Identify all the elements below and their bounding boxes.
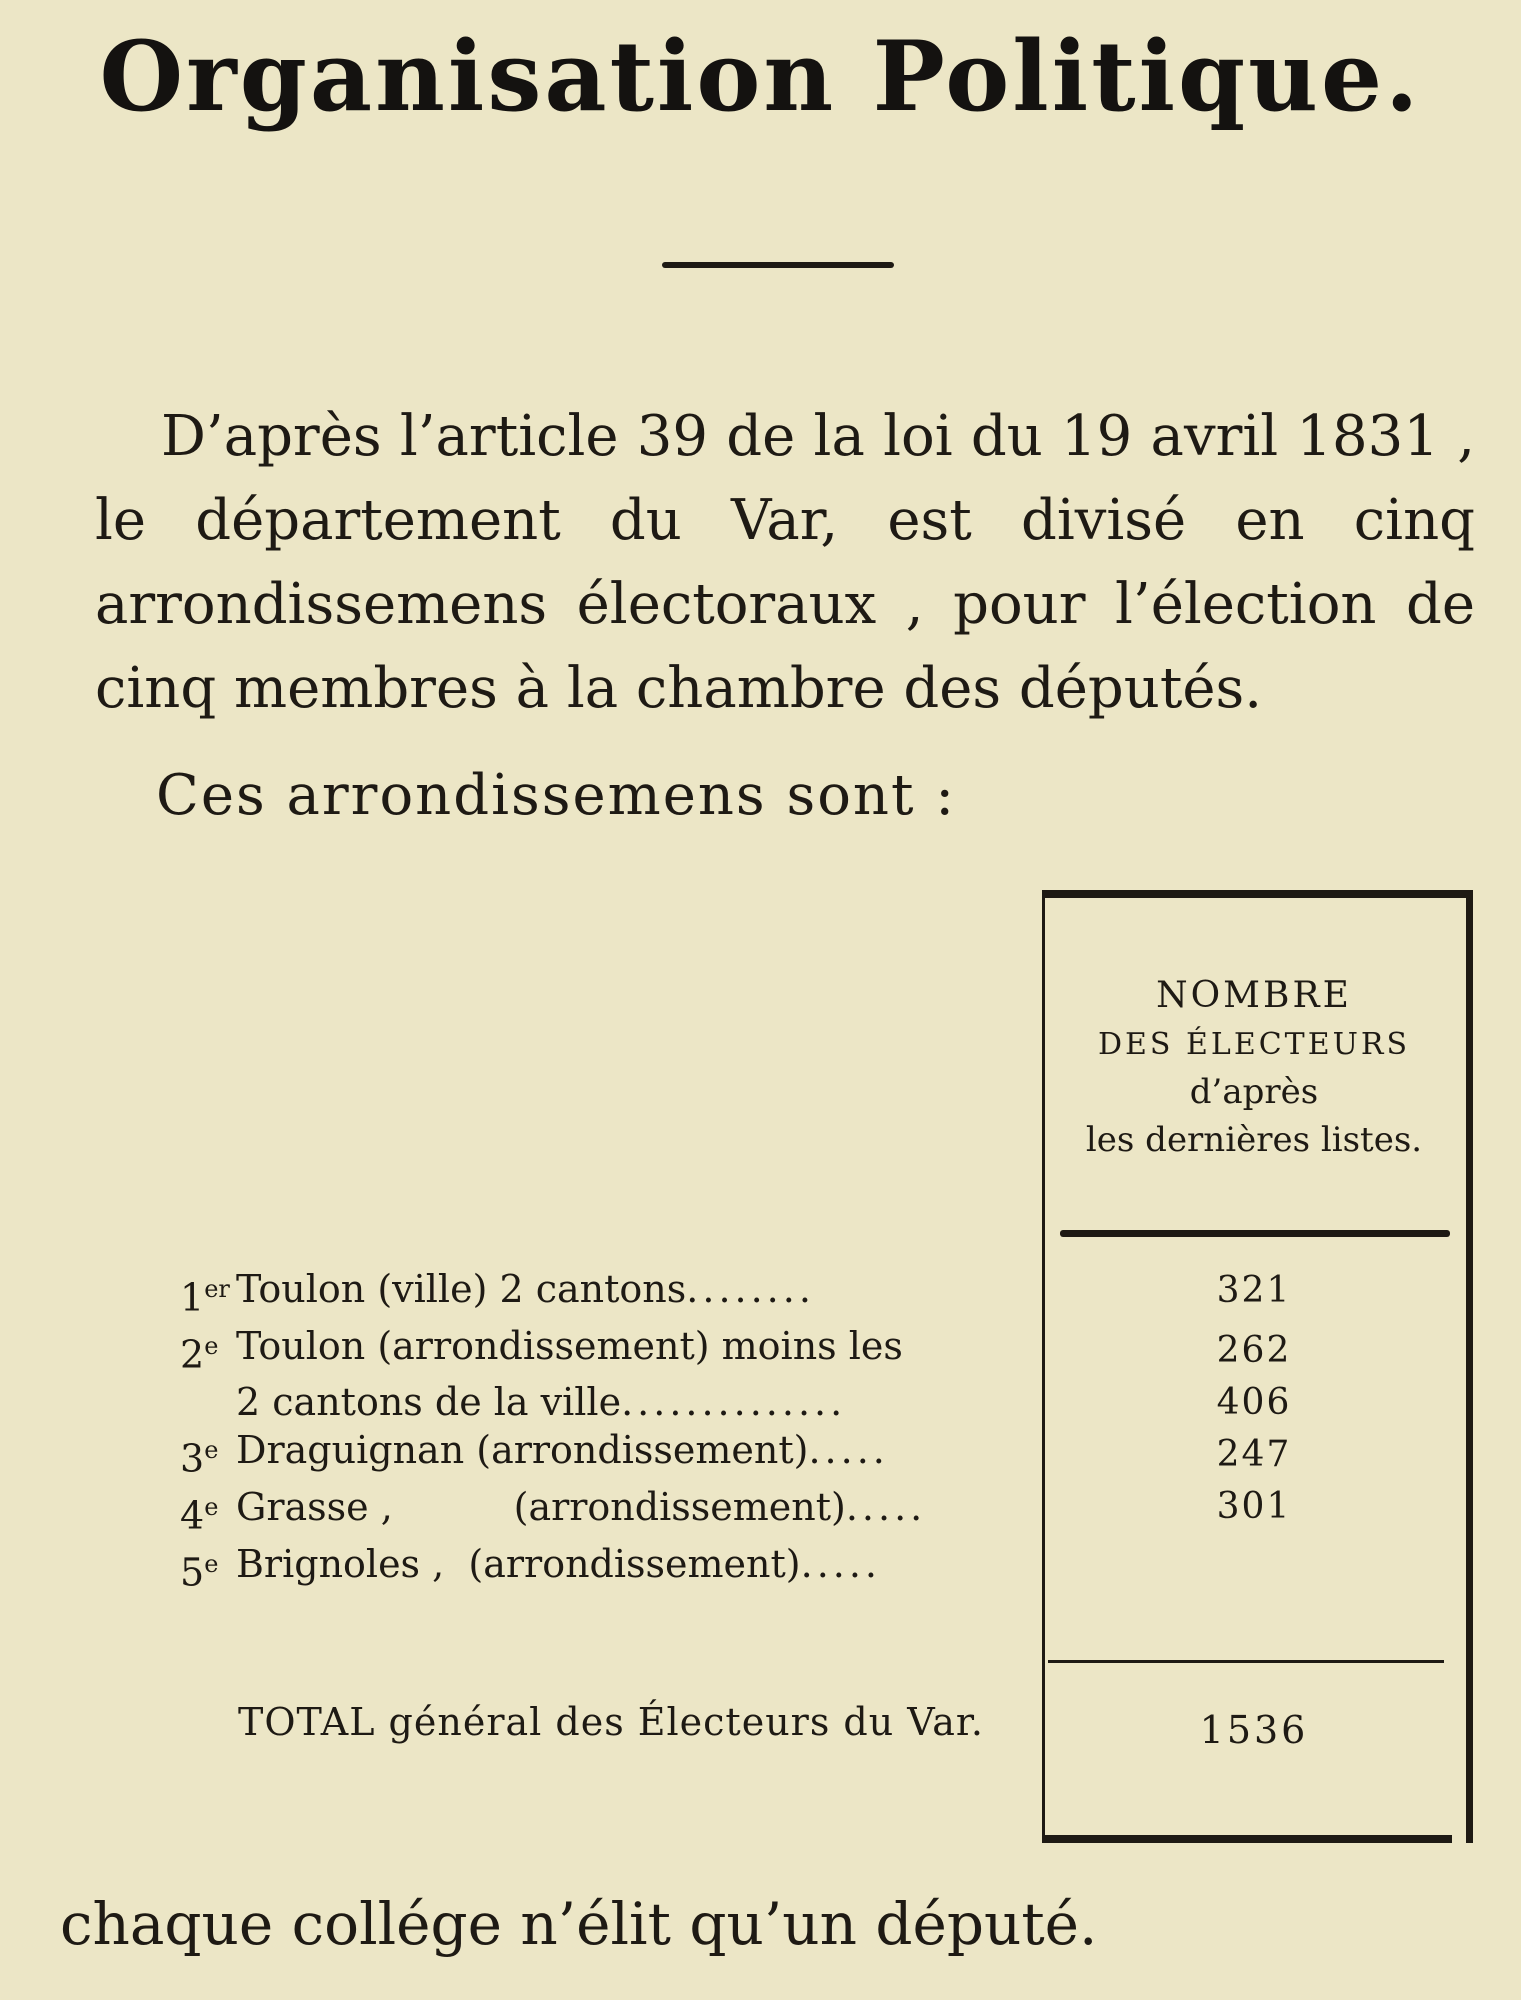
arrondissement-label: Draguignan (arrondissement) (236, 1428, 809, 1473)
rank: 1er (180, 1275, 230, 1320)
leader-dots: .............. (621, 1380, 847, 1425)
count-value: 406 (1216, 1382, 1292, 1423)
arrondissement-label-cont: 2 cantons de la ville (236, 1380, 622, 1425)
column-header (1046, 970, 1462, 1164)
rank: 3e (180, 1436, 219, 1481)
rank: 2e (180, 1331, 219, 1377)
arrondissement-label: Grasse , (arrondissement) (236, 1484, 846, 1529)
count-value: 301 (1216, 1486, 1292, 1527)
title-divider (662, 262, 894, 268)
count-value: 262 (1216, 1330, 1292, 1371)
list-item (180, 1265, 1010, 1322)
header-line-4: les dernières listes. (1085, 1120, 1423, 1160)
rank: 4e (180, 1492, 219, 1538)
arrondissement-label: Toulon (arrondissement) moins les (236, 1323, 903, 1368)
total-divider (1048, 1660, 1444, 1663)
total-value: 1536 (1199, 1708, 1309, 1752)
box-bottom-rule (1042, 1835, 1452, 1843)
arrondissement-list (180, 1265, 1010, 1596)
header-divider (1060, 1230, 1450, 1237)
list-item (180, 1426, 1010, 1483)
header-line-3: d’après (1189, 1072, 1319, 1112)
list-item (180, 1483, 1010, 1540)
leader-dots: ..... (808, 1428, 889, 1473)
list-item-continuation (180, 1378, 1010, 1426)
list-item (180, 1540, 1010, 1597)
rank: 5e (180, 1549, 219, 1595)
leader-dots: ........ (686, 1267, 815, 1311)
list-intro: Ces arrondissemens sont : (156, 763, 957, 828)
closing-line: chaque collége n’élit qu’un député. (60, 1890, 1098, 1958)
paragraph-line-1: D’après l’article 39 de la loi du 19 avril 1831 , (161, 404, 1475, 469)
page-title: Organisation Politique. (99, 20, 1422, 133)
box-left-rule (1042, 890, 1045, 1843)
count-value: 247 (1216, 1434, 1292, 1475)
list-item (180, 1322, 1010, 1379)
header-line-2: DES ÉLECTEURS (1097, 1027, 1411, 1062)
arrondissement-label: Brignoles , (arrondissement) (236, 1541, 801, 1586)
arrondissement-label: Toulon (ville) 2 cantons (236, 1267, 687, 1311)
paragraph-rest: le département du Var, est divisé en cinq arrondissemens électoraux , pour l’élection de cinq membres à la chambre des députés. (95, 488, 1475, 721)
intro-paragraph (95, 395, 1475, 731)
leader-dots: ..... (845, 1484, 927, 1529)
elector-counts (1046, 1265, 1462, 1533)
header-line-1: NOMBRE (1156, 975, 1352, 1016)
electors-column-box (1042, 890, 1472, 1840)
total-label: TOTAL général des Électeurs du Var. (238, 1700, 984, 1744)
box-top-rule (1042, 890, 1472, 898)
leader-dots: ..... (800, 1541, 882, 1586)
box-right-rule (1466, 890, 1473, 1843)
count-value: 321 (1216, 1270, 1292, 1311)
